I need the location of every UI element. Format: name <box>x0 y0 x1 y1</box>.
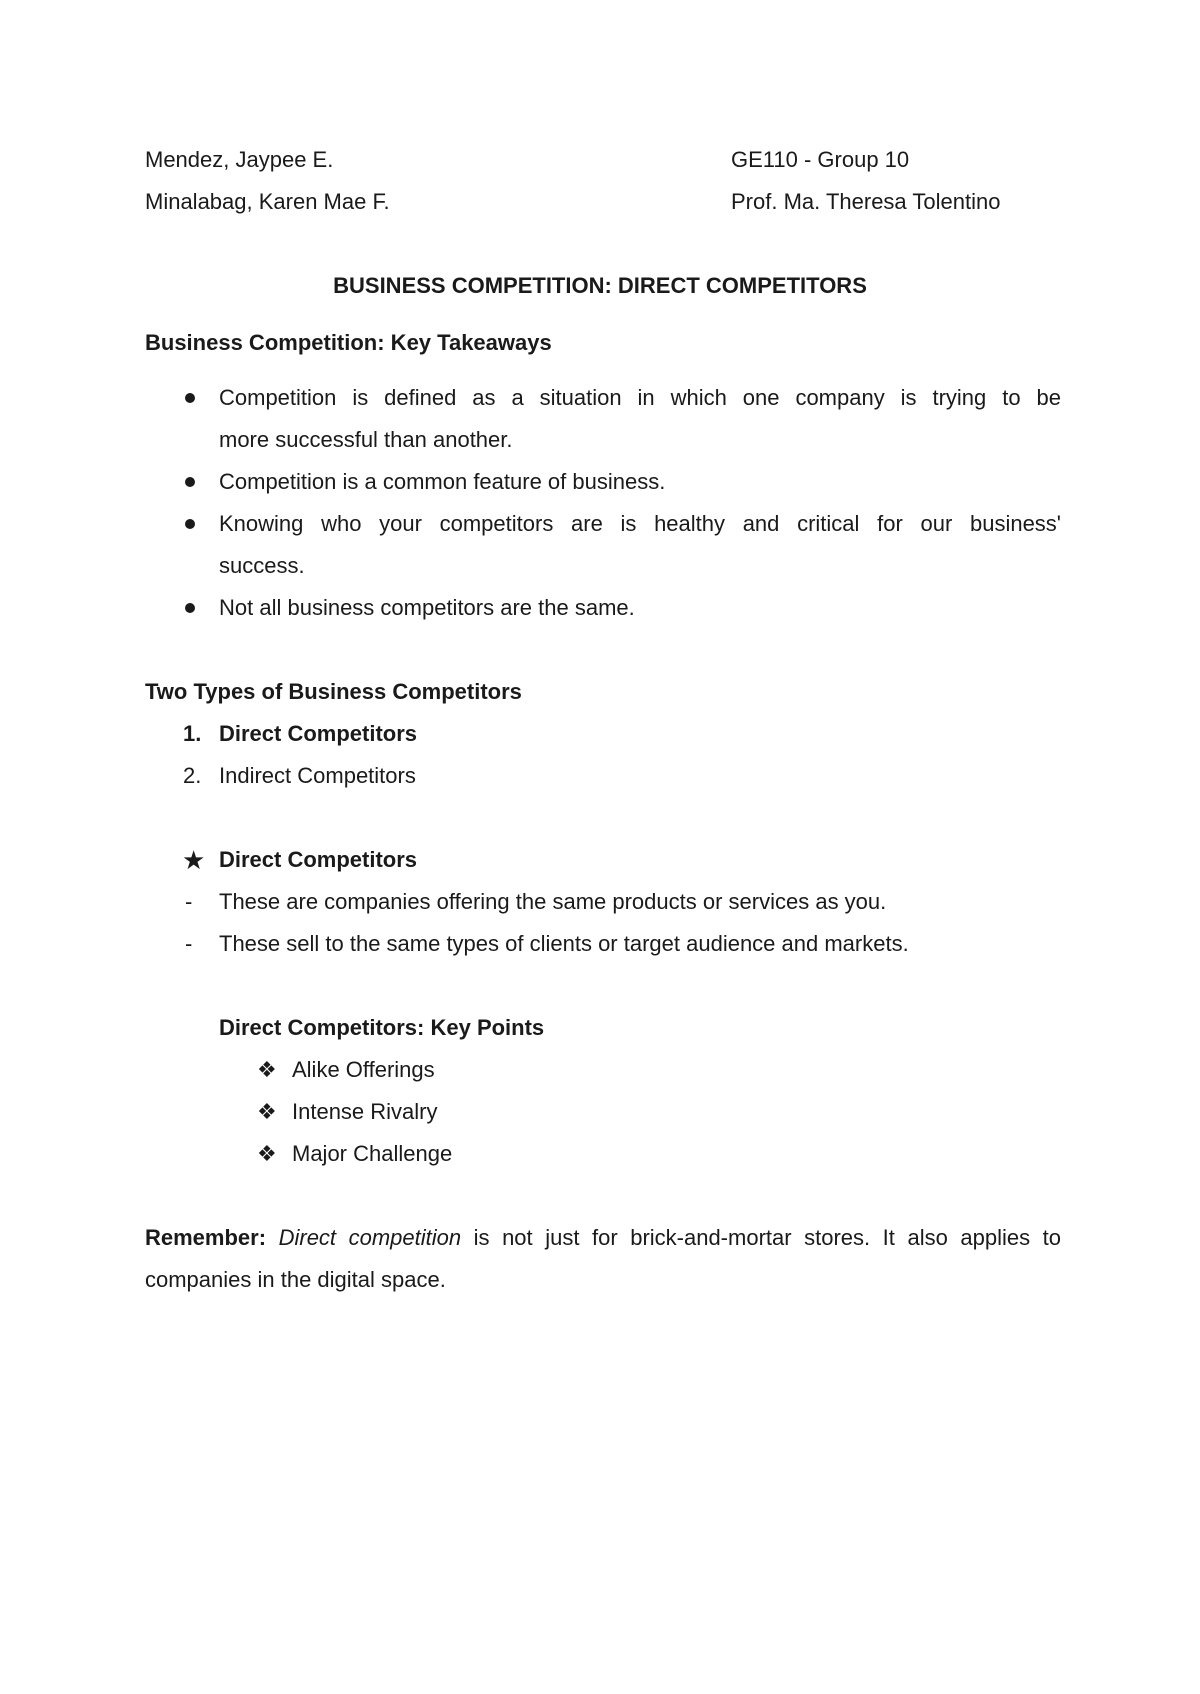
document-title: BUSINESS COMPETITION: DIRECT COMPETITORS <box>333 273 867 298</box>
diamond-icon: ❖ <box>257 1057 277 1082</box>
bullet-dot <box>185 519 195 529</box>
type-item-direct: Direct Competitors <box>219 721 418 746</box>
direct-heading: Direct Competitors <box>219 847 418 872</box>
keypoint-item: Major Challenge <box>292 1141 453 1166</box>
bullet-dot <box>185 393 195 403</box>
keypoint-item: Alike Offerings <box>292 1057 435 1082</box>
takeaway-item-2: Competition is a common feature of business. <box>219 469 666 494</box>
course-group: GE110 - Group 10 <box>731 147 910 172</box>
bullet-dot <box>185 603 195 613</box>
diamond-icon: ❖ <box>257 1099 277 1124</box>
bullet-dot <box>185 477 195 487</box>
direct-line-2: These sell to the same types of clients or target audience and markets. <box>219 931 909 956</box>
dash-marker: - <box>185 931 193 956</box>
star-icon: ★ <box>182 845 206 875</box>
keypoints-heading: Direct Competitors: Key Points <box>219 1015 545 1040</box>
diamond-icon: ❖ <box>257 1141 277 1166</box>
takeaway-item-4: Not all business competitors are the same. <box>219 595 635 620</box>
remember-label: Remember: <box>145 1225 267 1250</box>
list-number: 1. <box>183 721 202 746</box>
takeaway-item-3-line2: success. <box>219 553 305 578</box>
types-heading: Two Types of Business Competitors <box>145 679 522 704</box>
list-number: 2. <box>183 763 202 788</box>
keypoint-item: Intense Rivalry <box>292 1099 438 1124</box>
remember-italic: Direct competition <box>278 1225 462 1250</box>
takeaway-item-1-line1: Competition is defined as a situation in which one company is trying to be <box>219 385 1061 410</box>
author-name-1: Mendez, Jaypee E. <box>145 147 334 172</box>
dash-marker: - <box>185 889 193 914</box>
remember-paragraph <box>145 1217 1061 1301</box>
author-name-2: Minalabag, Karen Mae F. <box>145 189 390 214</box>
professor-name: Prof. Ma. Theresa Tolentino <box>731 189 1001 214</box>
remember-rest: is not just for brick-and-mortar stores. It also applies to companies in the digital space. <box>145 1225 1061 1292</box>
direct-line-1: These are companies offering the same products or services as you. <box>219 889 887 914</box>
takeaway-item-1-line2: more successful than another. <box>219 427 513 452</box>
takeaways-heading: Business Competition: Key Takeaways <box>145 330 552 355</box>
takeaway-item-3-line1: Knowing who your competitors are is healthy and critical for our business' <box>219 511 1061 536</box>
type-item-indirect: Indirect Competitors <box>219 763 416 788</box>
